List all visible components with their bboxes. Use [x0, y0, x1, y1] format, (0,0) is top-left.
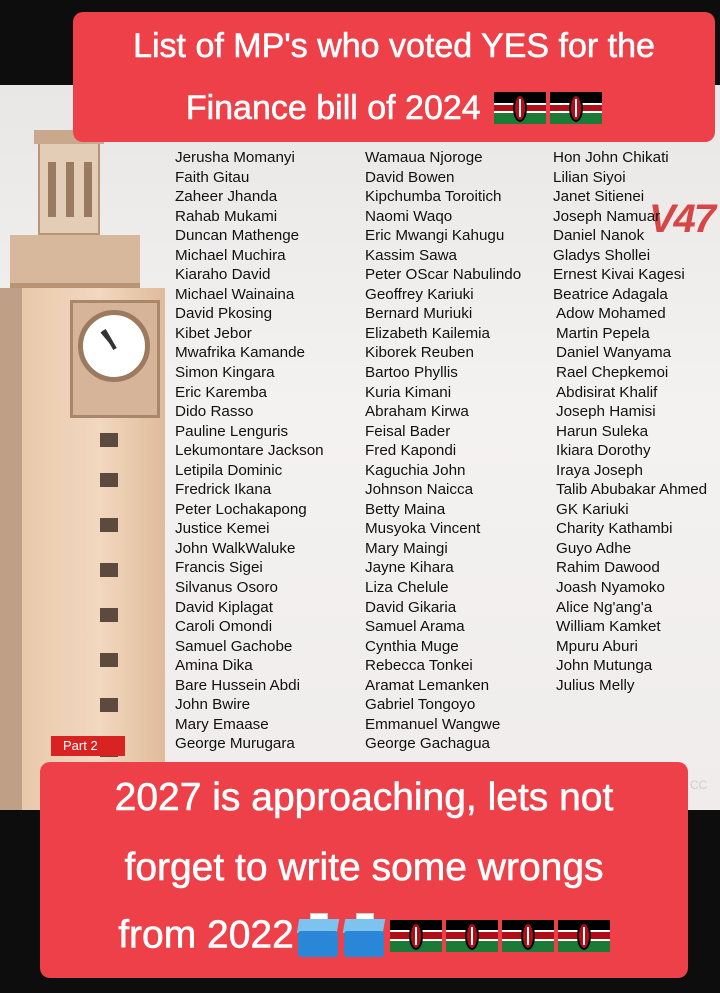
- mp-name: Guyo Adhe: [556, 539, 632, 557]
- mp-name: Ikiara Dorothy: [556, 442, 651, 460]
- mp-name: John Mutunga: [556, 657, 653, 675]
- mp-name: Talib Abubakar Ahmed: [556, 481, 708, 499]
- mp-name: Bare Hussein Abdi: [175, 676, 300, 694]
- mp-name: Naomi Waqo: [365, 207, 453, 225]
- mp-name: Beatrice Adagala: [553, 285, 668, 303]
- mp-name: Alice Ng'ang'a: [556, 598, 653, 616]
- names-column-2: [365, 148, 521, 754]
- building-illustration: [0, 140, 165, 810]
- mp-name: Daniel Nanok: [553, 227, 645, 245]
- mp-name: Dido Rasso: [175, 403, 254, 421]
- kenya-flag-icon: [558, 920, 610, 952]
- mp-name: Duncan Mathenge: [175, 227, 300, 245]
- mp-name: Emmanuel Wangwe: [365, 715, 501, 733]
- caption-line-1: 2027 is approaching, lets not: [114, 776, 614, 819]
- title-line-2-wrap: [73, 77, 715, 137]
- mp-name: Feisal Bader: [365, 422, 451, 440]
- mp-name: Julius Melly: [556, 676, 635, 694]
- mp-name: Fredrick Ikana: [175, 481, 272, 499]
- mp-name: Harun Suleka: [556, 422, 649, 440]
- mp-name: Daniel Wanyama: [556, 344, 672, 362]
- mp-name: George Murugara: [175, 735, 295, 753]
- mp-name: Faith Gitau: [175, 168, 250, 186]
- mp-name: John Bwire: [175, 696, 251, 714]
- mp-name: Kaguchia John: [365, 461, 466, 479]
- mp-name: Gladys Shollei: [553, 246, 651, 264]
- mp-name: Joseph Hamisi: [556, 403, 656, 421]
- mp-name: Eric Mwangi Kahugu: [365, 227, 505, 245]
- mp-name: Aramat Lemanken: [365, 676, 490, 694]
- mp-name: Johnson Naicca: [365, 481, 474, 499]
- part-badge: Part 2: [51, 736, 125, 756]
- mp-name: Betty Maina: [365, 500, 446, 518]
- mp-name: Amina Dika: [175, 657, 253, 675]
- title-line-1: List of MP's who voted YES for the: [133, 27, 655, 65]
- mp-name: Silvanus Osoro: [175, 579, 278, 597]
- mp-name: Zaheer Jhanda: [175, 188, 278, 206]
- mp-name: Bernard Muriuki: [365, 305, 473, 323]
- mp-name: Kuria Kimani: [365, 383, 452, 401]
- mp-name: David Gikaria: [365, 598, 457, 616]
- mp-name: Letipila Dominic: [175, 461, 283, 479]
- names-column-3: [553, 148, 707, 695]
- kenya-flag-icon: [494, 92, 546, 124]
- mp-name: Bartoo Phyllis: [365, 364, 458, 382]
- mp-name: Rebecca Tonkei: [365, 657, 473, 675]
- mp-name: Pauline Lenguris: [175, 422, 289, 440]
- mp-name: Lekumontare Jackson: [175, 442, 324, 460]
- mp-name: Rael Chepkemoi: [556, 364, 669, 382]
- poster: [0, 85, 720, 810]
- mp-name: Michael Muchira: [175, 246, 286, 264]
- mp-name: Musyoka Vincent: [365, 520, 481, 538]
- mp-name: Liza Chelule: [365, 579, 449, 597]
- mp-name: Samuel Arama: [365, 618, 465, 636]
- mp-name: Hon John Chikati: [553, 149, 669, 166]
- mp-name: Cynthia Muge: [365, 637, 459, 655]
- mp-name: Mary Maingi: [365, 539, 448, 557]
- mp-name: Mary Emaase: [175, 715, 269, 733]
- mp-name: Fred Kapondi: [365, 442, 457, 460]
- mp-name: David Bowen: [365, 168, 455, 186]
- mp-name: William Kamket: [556, 618, 661, 636]
- mp-name: Kibet Jebor: [175, 324, 252, 342]
- kenya-flag-icon: [446, 920, 498, 952]
- mp-name: Geoffrey Kariuki: [365, 285, 474, 303]
- mp-name: Justice Kemei: [175, 520, 270, 538]
- kenya-flag-icon: [502, 920, 554, 952]
- mp-name: Elizabeth Kailemia: [365, 324, 490, 342]
- mp-name: Peter Lochakapong: [175, 500, 307, 518]
- mp-name: Iraya Joseph: [556, 461, 643, 479]
- mp-name: George Gachagua: [365, 735, 490, 753]
- tower-top: [38, 140, 100, 235]
- mp-name: GK Kariuki: [556, 500, 629, 518]
- caption-line-3: from 2022: [118, 913, 294, 957]
- mp-name: Charity Kathambi: [556, 520, 673, 538]
- mp-name: Kiaraho David: [175, 266, 271, 284]
- kenya-flag-icon: [550, 92, 602, 124]
- mp-name: Francis Sigei: [175, 559, 263, 577]
- mp-name: Jerusha Momanyi: [175, 149, 295, 166]
- title-line-2: Finance bill of 2024: [185, 89, 481, 128]
- mp-name: Rahab Mukami: [175, 207, 278, 225]
- mp-name: Ernest Kivai Kagesi: [553, 266, 685, 284]
- mp-name: John WalkWaluke: [175, 539, 296, 557]
- kenya-flag-icon: [390, 920, 442, 952]
- mp-name: David Pkosing: [175, 305, 273, 323]
- channel-logo: V47: [648, 197, 714, 241]
- tower-mid: [10, 235, 140, 289]
- caption-line-2: forget to write some wrongs: [124, 846, 604, 889]
- mp-name: Lilian Siyoi: [553, 168, 626, 186]
- caption-banner: [40, 762, 688, 978]
- title-banner: [73, 12, 715, 142]
- mp-name: Adow Mohamed: [556, 305, 666, 323]
- mp-name: Kiborek Reuben: [365, 344, 474, 362]
- mp-name: Joash Nyamoko: [556, 579, 665, 597]
- mp-name: Wamaua Njoroge: [365, 149, 483, 166]
- names-column-1: [175, 148, 324, 754]
- ballot-box-icon: [296, 913, 340, 959]
- mp-name: David Kiplagat: [175, 598, 273, 616]
- mp-name: Simon Kingara: [175, 364, 275, 382]
- mp-name: Caroli Omondi: [175, 618, 273, 636]
- clock-icon: [78, 310, 150, 382]
- mp-name: Jayne Kihara: [365, 559, 454, 577]
- caption-line-3-wrap: [40, 912, 688, 959]
- mp-name: Gabriel Tongoyo: [365, 696, 476, 714]
- mp-name: Mwafrika Kamande: [175, 344, 305, 362]
- ballot-box-icon: [342, 913, 386, 959]
- mp-name: Samuel Gachobe: [175, 637, 293, 655]
- mp-name: Kipchumba Toroitich: [365, 188, 502, 206]
- mp-name: Rahim Dawood: [556, 559, 660, 577]
- mp-name: Peter OScar Nabulindo: [365, 266, 522, 284]
- mp-name: Kassim Sawa: [365, 246, 458, 264]
- mp-name: Janet Sitienei: [553, 188, 645, 206]
- mp-name: Abraham Kirwa: [365, 403, 469, 421]
- mp-name: Michael Wainaina: [175, 285, 295, 303]
- mp-name: Martin Pepela: [556, 324, 650, 342]
- mp-name: Eric Karemba: [175, 383, 268, 401]
- mp-name: Mpuru Aburi: [556, 637, 638, 655]
- mp-name: Joseph Namuar: [553, 207, 661, 225]
- corner-text: CC: [690, 778, 708, 792]
- mp-name: Abdisirat Khalif: [556, 383, 658, 401]
